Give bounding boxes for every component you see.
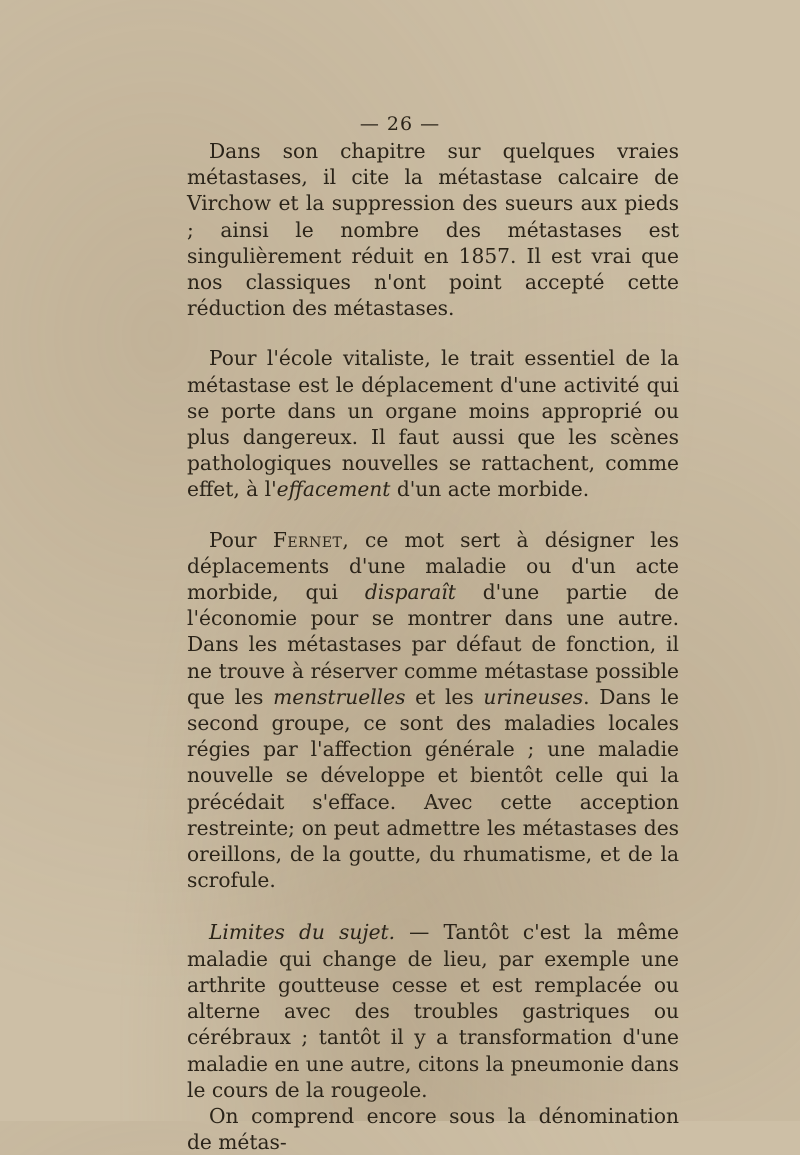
paragraph-3-part-d: . Dans le second groupe, ce sont des maladies locales régies par l'affection générale ; une maladie nouvelle se développe et bientôt celle qui la précédait s'efface. Avec cette acception restreinte; on peut admettre les métastases des oreillons, de la goutte, du rhumatisme, et de la scrofule. (187, 684, 679, 893)
page-number: — 26 — (359, 113, 441, 135)
paragraph-3-lead: Pour (209, 527, 273, 552)
paragraph-3-part-c: et les (405, 684, 484, 709)
author-name: Fernet (272, 527, 343, 552)
paragraph-2 (187, 345, 679, 502)
paragraph-2-end: d'un acte morbide. (390, 477, 590, 502)
paragraph-4-text: — Tantôt c'est la même maladie qui change de lieu, par exemple une arthrite goutteuse cesse et est remplacée ou alterne avec des troubles gastriques ou cérébraux ; tantôt il y a transformation d'une maladie en une autre, citons la pneumonie dans le cours de la rougeole. (187, 920, 679, 1102)
paragraph-5: On comprend encore sous la dénomination de métas- (187, 1103, 679, 1155)
italic-disparait: disparaît (364, 580, 456, 605)
paragraph-3-part-a: , ce mot sert à désigner les déplacements d'une maladie ou d'un acte morbide, qui (187, 527, 679, 605)
paragraph-2-text: Pour l'école vitaliste, le trait essentiel de la métastase est le déplacement d'une activité qui se porte dans un organe moins approprié ou plus dangereux. Il faut aussi que les scènes pathologiques nouvelles se rattachent, comme effet, à l' (187, 346, 679, 502)
italic-urineuses: urineuses (483, 684, 584, 709)
paragraph-4 (187, 919, 679, 1102)
paragraph-3-part-b: d'une partie de l'économie pour se montrer dans une autre. Dans les métastases par défaut de fonction, il ne trouve à réserver comme métastase possible que les (187, 580, 680, 709)
section-heading: Limites du sujet. (209, 920, 396, 945)
paragraph-1: Dans son chapitre sur quelques vraies métastases, il cite la métastase calcaire de Virchow et la suppression des sueurs aux pieds ; ainsi le nombre des métastases est singulièrement réduit en 1857. Il est vrai que nos classiques n'ont point accepté cette réduction des métastases. (187, 139, 679, 321)
paragraph-3 (187, 527, 679, 894)
body-text (187, 138, 679, 1155)
paragraph-2-italic: effacement (276, 477, 391, 502)
italic-menstruelles: menstruelles (273, 684, 406, 709)
